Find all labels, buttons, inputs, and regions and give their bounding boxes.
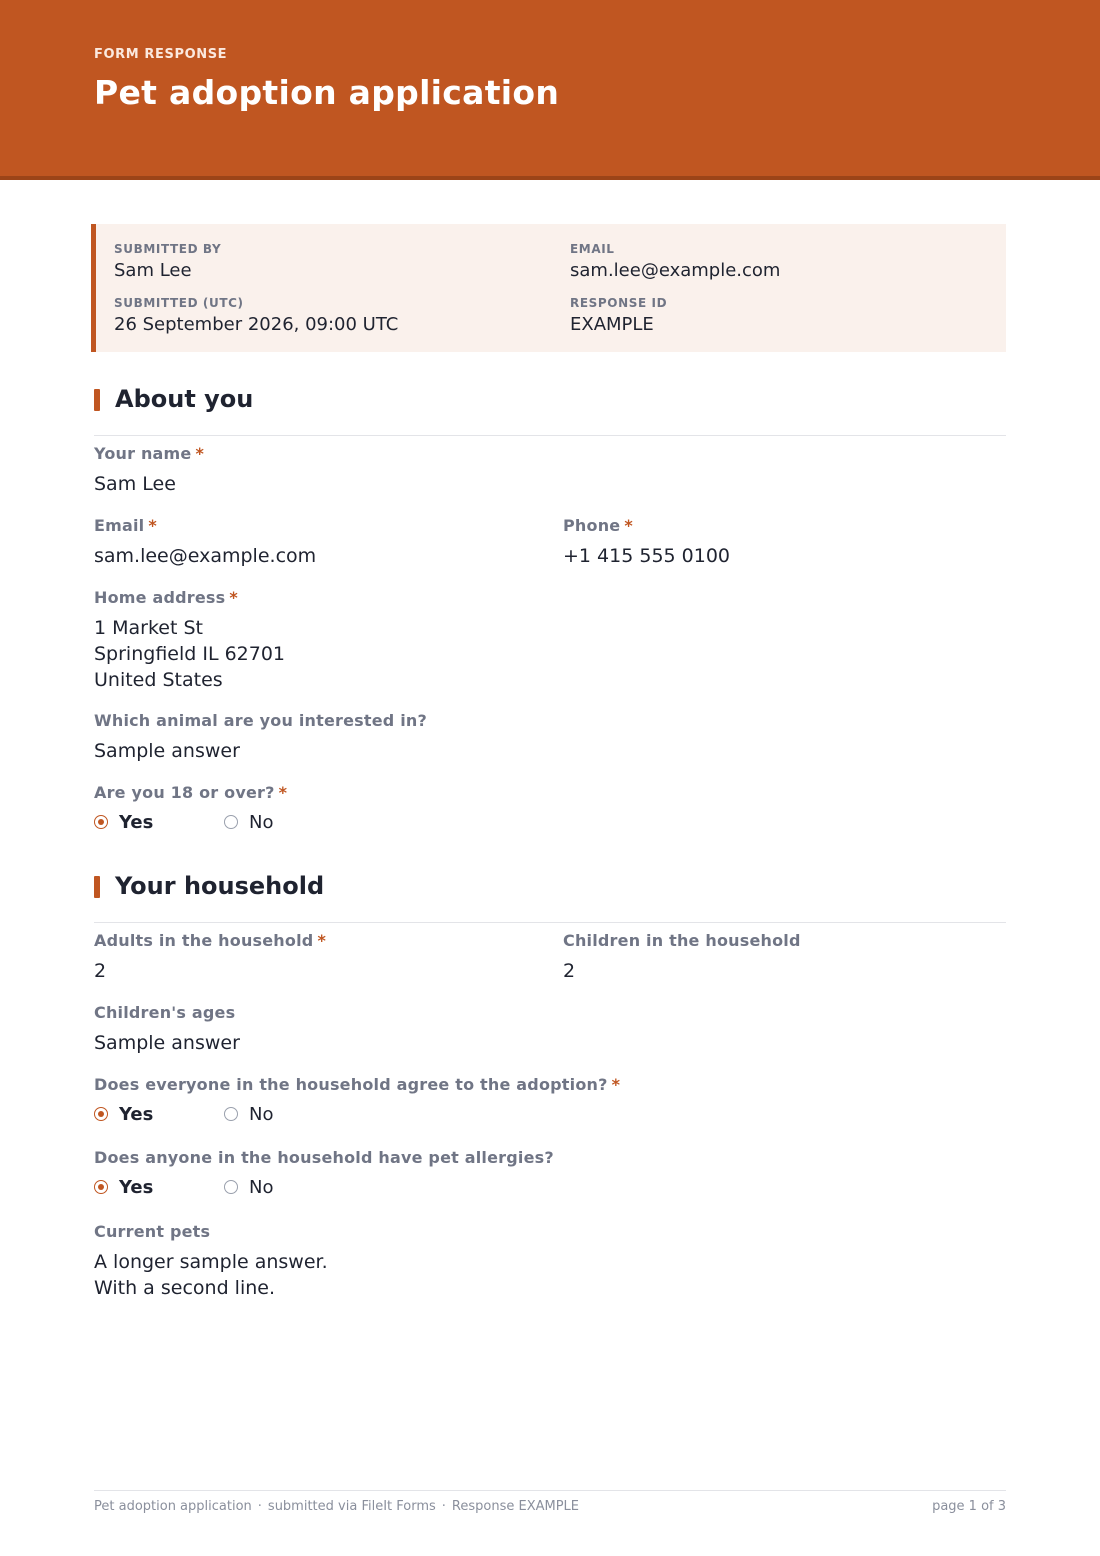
field-label: Which animal are you interested in? xyxy=(94,711,427,730)
radio-empty-icon xyxy=(224,815,238,829)
field-value: 2 xyxy=(563,960,576,982)
field-label: Children in the household xyxy=(563,931,801,950)
radio-label: Yes xyxy=(119,1176,154,1198)
section-title: Your household xyxy=(115,872,325,900)
radio-option-yes xyxy=(94,1104,224,1125)
radio-label: Yes xyxy=(119,1103,154,1125)
radio-group xyxy=(94,1101,620,1127)
page-title: Pet adoption application xyxy=(94,73,560,112)
meta-label: EMAIL xyxy=(570,242,615,256)
radio-label: No xyxy=(249,1176,274,1198)
field-label: Your name * xyxy=(94,444,205,463)
section-title: About you xyxy=(115,385,254,413)
radio-empty-icon xyxy=(224,1180,238,1194)
answer-line: With a second line. xyxy=(94,1277,275,1299)
radio-option-yes xyxy=(94,812,224,833)
footer-submitted-via: submitted via FileIt Forms xyxy=(267,1499,436,1514)
required-marker: * xyxy=(229,588,238,607)
field-adults xyxy=(94,931,326,984)
field-value: sam.lee@example.com xyxy=(94,545,317,567)
field-children-ages xyxy=(94,1003,240,1056)
page-footer xyxy=(94,1490,1006,1523)
required-marker: * xyxy=(611,1075,621,1094)
field-animal-interest xyxy=(94,711,427,764)
field-value: Sample answer xyxy=(94,740,240,762)
footer-separator: · xyxy=(257,1499,262,1514)
footer-separator: · xyxy=(441,1499,446,1514)
field-current-pets xyxy=(94,1222,328,1301)
field-phone xyxy=(563,516,730,569)
meta-label: SUBMITTED (UTC) xyxy=(114,296,244,310)
footer-response: Response EXAMPLE xyxy=(451,1499,580,1514)
required-marker: * xyxy=(195,444,205,463)
meta-submitted-utc xyxy=(114,296,398,337)
submission-meta-panel xyxy=(91,224,1006,352)
required-marker: * xyxy=(317,931,327,950)
meta-value: 26 September 2026, 09:00 UTC xyxy=(114,314,399,335)
field-label: Are you 18 or over? * xyxy=(94,783,288,802)
field-value: 2 xyxy=(94,960,107,982)
field-your-name xyxy=(94,444,204,497)
required-marker: * xyxy=(278,783,288,802)
page-number: page 1 of 3 xyxy=(932,1499,1006,1514)
answer-line: A longer sample answer. xyxy=(94,1251,328,1273)
page-header xyxy=(0,0,1100,180)
field-label: Children's ages xyxy=(94,1003,236,1022)
radio-selected-icon xyxy=(94,1180,108,1194)
footer-form-name: Pet adoption application xyxy=(94,1499,252,1514)
section-about-you xyxy=(94,387,1006,436)
field-label: Home address * xyxy=(94,588,238,607)
field-label: Does anyone in the household have pet allergies? xyxy=(94,1148,554,1167)
field-home-address xyxy=(94,588,285,693)
radio-option-no xyxy=(224,812,354,833)
section-accent-bar xyxy=(94,876,100,898)
field-label: Does everyone in the household agree to the adoption? * xyxy=(94,1075,621,1094)
radio-group xyxy=(94,809,354,835)
meta-value: Sam Lee xyxy=(114,260,192,281)
field-email xyxy=(94,516,316,569)
field-age-18-or-over xyxy=(94,783,354,835)
header-kicker: FORM RESPONSE xyxy=(94,47,228,62)
field-label: Current pets xyxy=(94,1222,211,1241)
radio-group xyxy=(94,1174,554,1200)
address-line: Springfield IL 62701 xyxy=(94,643,286,665)
meta-email xyxy=(570,242,780,283)
radio-label: No xyxy=(249,811,274,833)
field-label: Adults in the household * xyxy=(94,931,327,950)
meta-submitted-by xyxy=(114,242,221,283)
radio-option-yes xyxy=(94,1177,224,1198)
radio-empty-icon xyxy=(224,1107,238,1121)
radio-label: No xyxy=(249,1103,274,1125)
field-value: +1 415 555 0100 xyxy=(563,545,731,567)
radio-selected-icon xyxy=(94,1107,108,1121)
required-marker: * xyxy=(148,516,157,535)
field-value xyxy=(94,615,285,693)
radio-selected-icon xyxy=(94,815,108,829)
meta-response-id xyxy=(570,296,667,337)
field-household-agrees xyxy=(94,1075,620,1127)
field-value: Sample answer xyxy=(94,1032,240,1054)
radio-option-no xyxy=(224,1177,354,1198)
meta-value: sam.lee@example.com xyxy=(570,260,781,281)
field-children xyxy=(563,931,801,984)
field-pet-allergies xyxy=(94,1148,554,1200)
footer-info xyxy=(94,1499,579,1514)
radio-label: Yes xyxy=(119,811,154,833)
field-label: Phone * xyxy=(563,516,633,535)
address-line: 1 Market St xyxy=(94,617,203,639)
meta-value: EXAMPLE xyxy=(570,314,654,335)
field-value xyxy=(94,1249,328,1301)
section-accent-bar xyxy=(94,389,100,411)
meta-label: RESPONSE ID xyxy=(570,296,668,310)
section-your-household xyxy=(94,874,1006,923)
radio-option-no xyxy=(224,1104,354,1125)
required-marker: * xyxy=(624,516,633,535)
address-line: United States xyxy=(94,669,223,691)
meta-label: SUBMITTED BY xyxy=(114,242,222,256)
field-label: Email * xyxy=(94,516,157,535)
field-value: Sam Lee xyxy=(94,473,176,495)
